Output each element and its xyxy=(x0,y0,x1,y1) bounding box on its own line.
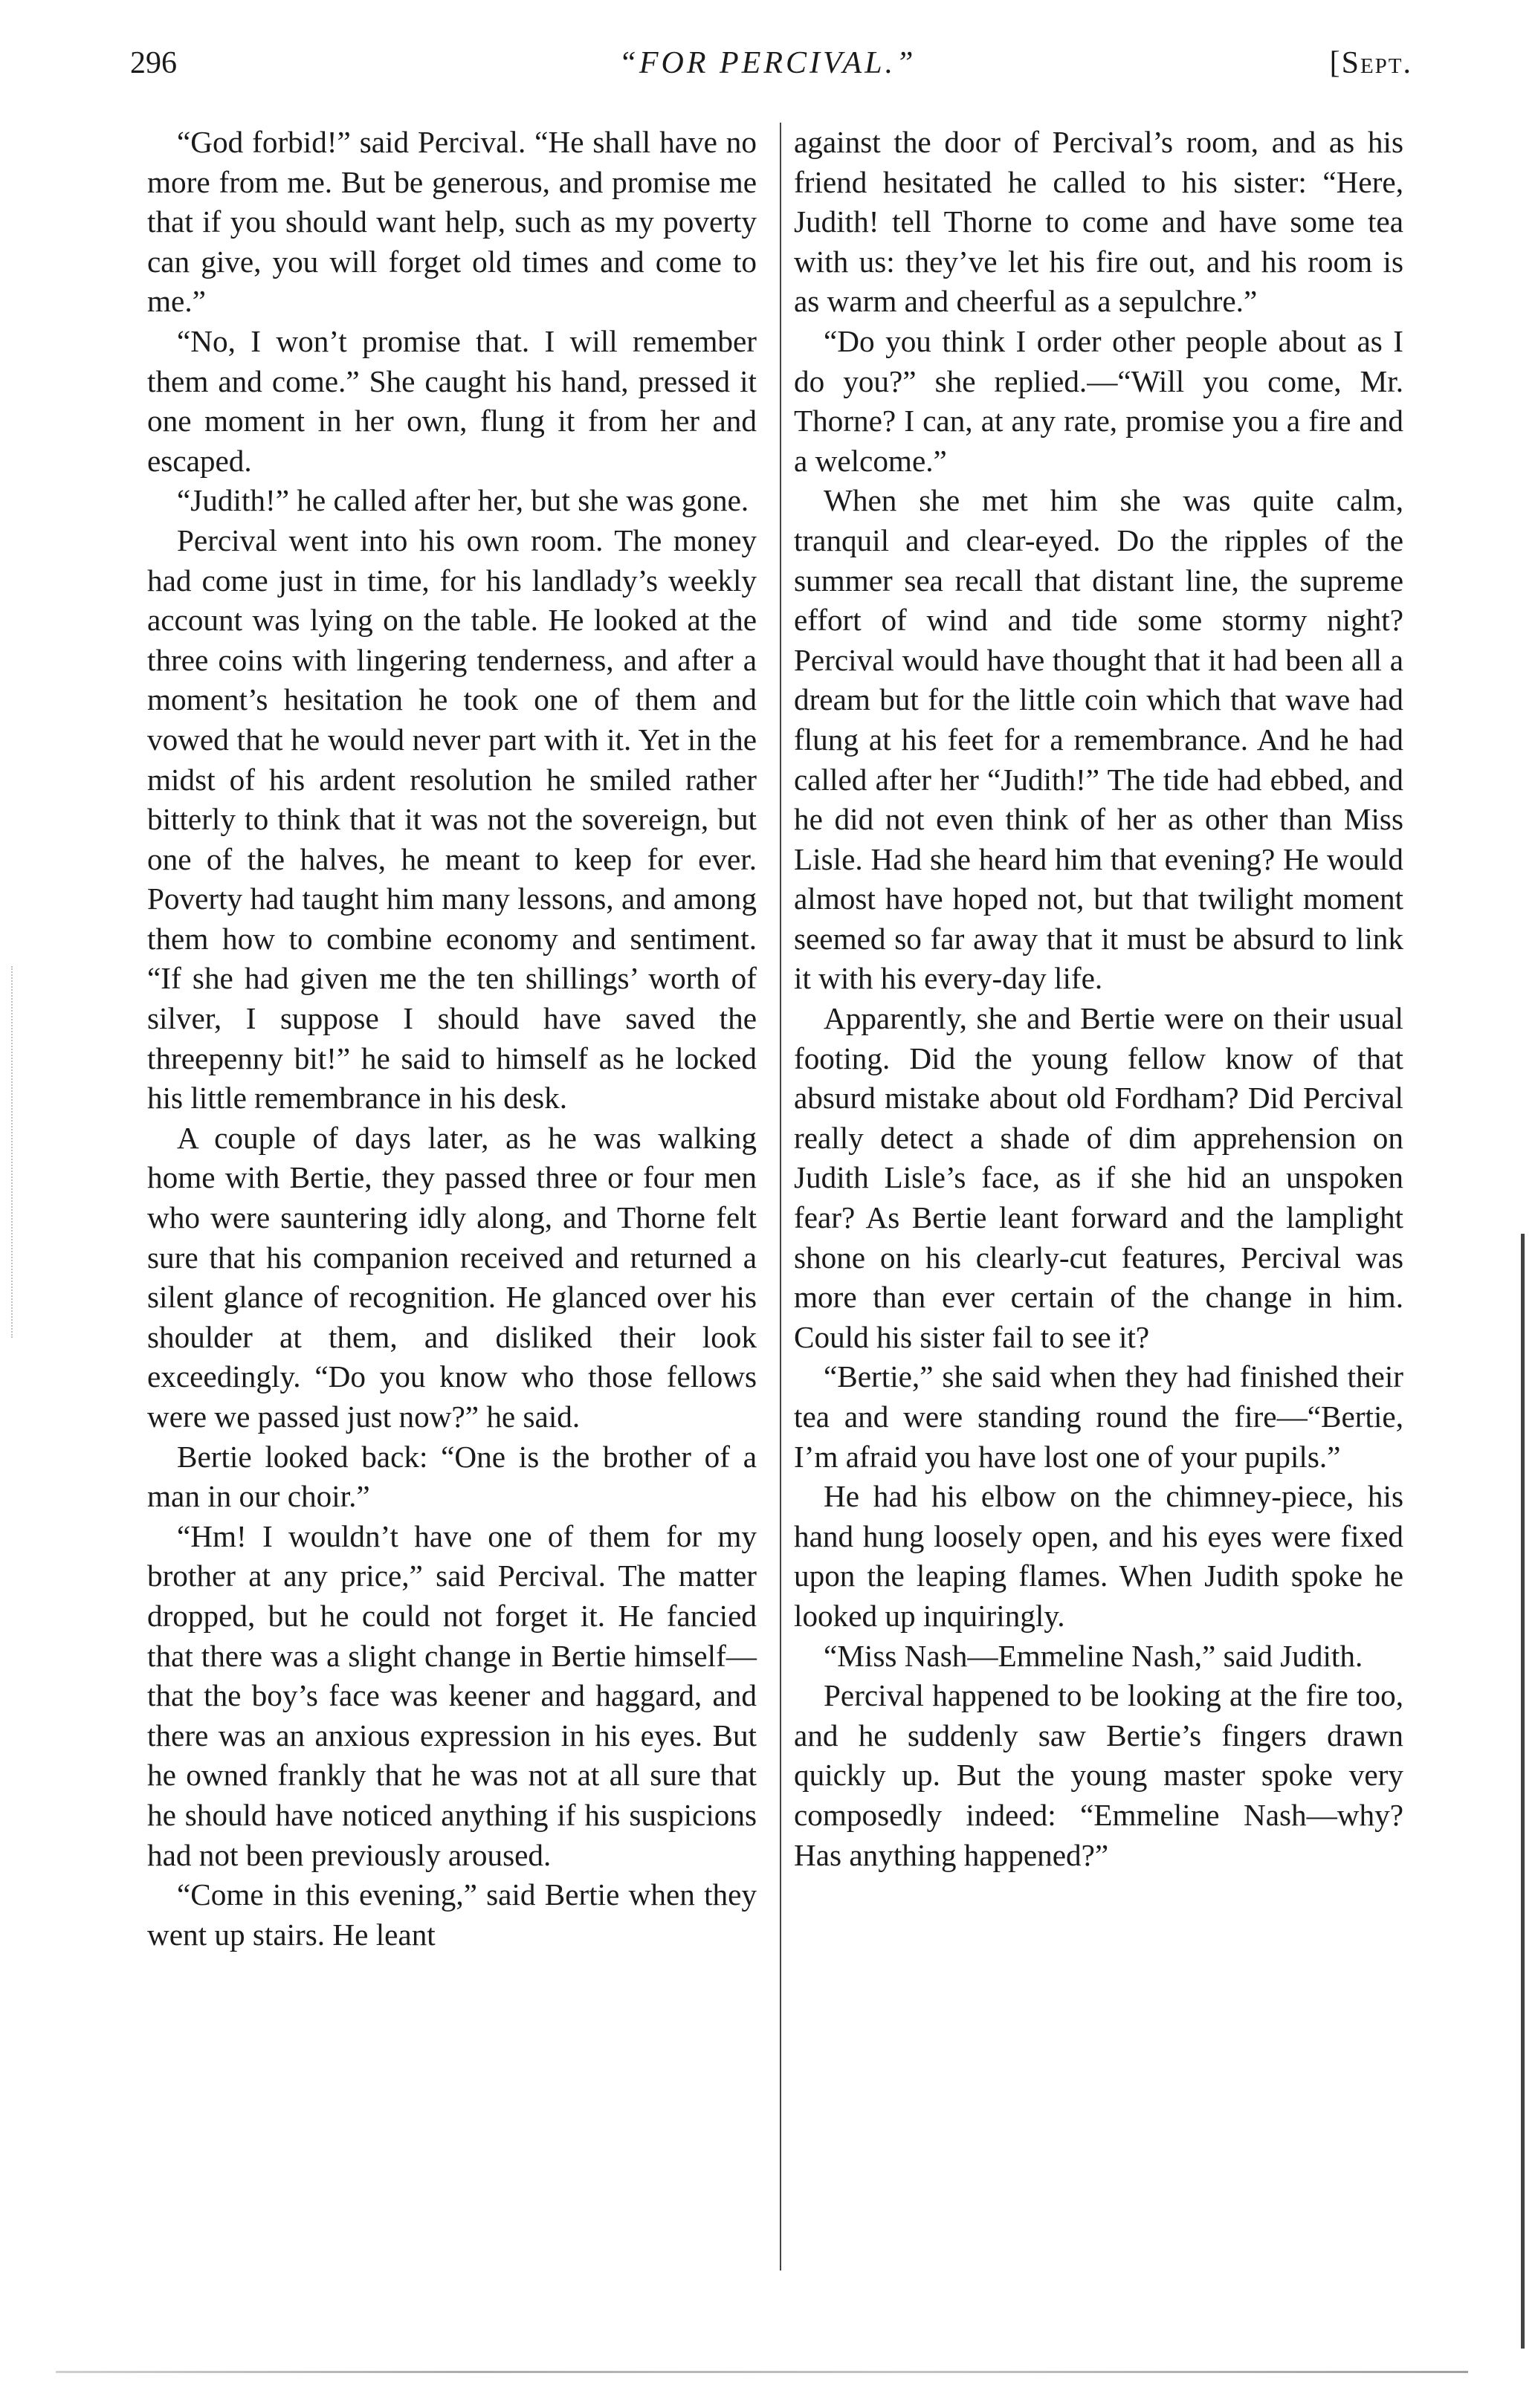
left-margin-mark xyxy=(11,966,14,1338)
column-divider xyxy=(780,123,781,2271)
paragraph: “Come in this evening,” said Bertie when they went up stairs. He leant xyxy=(147,1877,757,1952)
paragraph: Bertie looked back: “One is the brother of a man in our choir.” xyxy=(147,1439,757,1514)
paragraph: When she met him she was quite calm, tranquil and clear-eyed. Do the ripples of the summer sea recall that distant line, the supreme effort of wind and tide some stormy night? Percival would have thought that it had been all a dream but for the little coin which that wave had flung at his feet for a remembrance. And he had called after her “Judith!” The tide had ebbed, and he did not even think of her as other than Miss Lisle. Had she heard him that evening? He would almost have hoped not, but that twilight moment seemed so far away that it must be absurd to link it with his every-day life. xyxy=(794,483,1403,996)
paragraph: Percival went into his own room. The money had come just in time, for his landlady’s weekly account was lying on the table. He looked at the three coins with lingering tenderness, and after a moment’s hesitation he took one of them and vowed that he would never part with it. Yet in the midst of his ardent resolution he smiled rather bitterly to think that it was not the sovereign, but one of the halves, he meant to keep for ever. Poverty had taught him many lessons, and among them how to combine economy and sentiment. “If she had given me the ten shillings’ worth of silver, I suppose I should have saved the threepenny bit!” he said to himself as he locked his little remembrance in his desk. xyxy=(147,522,757,1116)
paragraph: A couple of days later, as he was walking home with Bertie, they passed three or four men who were sauntering idly along, and Thorne felt sure that his companion received and returned a silent glance of recognition. He glanced over his shoulder at them, and disliked their look exceedingly. “Do you know who those fellows were we passed just now?” he said. xyxy=(147,1120,757,1434)
paragraph: “Miss Nash—Emmeline Nash,” said Judith. xyxy=(824,1638,1363,1673)
running-title: “FOR PERCIVAL.” xyxy=(618,46,917,80)
paragraph: Percival happened to be looking at the fire too, and he suddenly saw Bertie’s fingers drawn quickly up. But the young master spoke very composedly indeed: “Emmeline Nash—why? Has anything happened?” xyxy=(794,1678,1403,1872)
paragraph: “God forbid!” said Percival. “He shall have no more from me. But be generous, and promise me that if you should want help, such as my poverty can give, you will forget old times and come to me.” xyxy=(147,125,757,319)
bottom-rule xyxy=(56,2371,1468,2373)
right-column xyxy=(794,123,1403,1875)
right-edge-mark xyxy=(1521,1234,1525,2349)
paragraph: “Do you think I order other people about as I do you?” she replied.—“Will you come, Mr. Thorne? I can, at any rate, promise you a fire and a welcome.” xyxy=(794,323,1403,478)
paragraph: “Bertie,” she said when they had finished their tea and were standing round the fire—“Bertie, I’m afraid you have lost one of your pupils.” xyxy=(794,1359,1403,1474)
paragraph: “Judith!” he called after her, but she was gone. xyxy=(177,483,749,518)
page-header xyxy=(0,41,1535,85)
header-month: [Sept. xyxy=(1329,46,1412,80)
paragraph: He had his elbow on the chimney-piece, his hand hung loosely open, and his eyes were fixed upon the leaping flames. When Judith spoke he looked up inquiringly. xyxy=(794,1479,1403,1633)
paragraph: Apparently, she and Bertie were on their usual footing. Did the young fellow know of that absurd mistake about old Fordham? Did Percival really detect a shade of dim apprehension on Judith Lisle’s face, as if she hid an unspoken fear? As Bertie leant forward and the lamplight shone on his clearly-cut features, Percival was more than ever certain of the change in him. Could his sister fail to see it? xyxy=(794,1001,1403,1354)
paragraph: “No, I won’t promise that. I will remember them and come.” She caught his hand, pressed it one moment in her own, flung it from her and escaped. xyxy=(147,323,757,478)
left-column xyxy=(147,123,757,1955)
paragraph: “Hm! I wouldn’t have one of them for my brother at any price,” said Percival. The matter dropped, but he could not forget it. He fancied that there was a slight change in Bertie himself—that the boy’s face was keener and haggard, and there was an anxious expression in his eyes. But he owned frankly that he was not at all sure that he should have noticed anything if his suspicions had not been previously aroused. xyxy=(147,1518,757,1872)
page-number: 296 xyxy=(130,46,177,80)
paragraph-continuation: against the door of Percival’s room, and as his friend hesitated he called to his sister: “Here, Judith! tell Thorne to come and have some tea with us: they’ve let his fire out, and his room is as warm and cheerful as a sepulchre.” xyxy=(794,125,1403,319)
